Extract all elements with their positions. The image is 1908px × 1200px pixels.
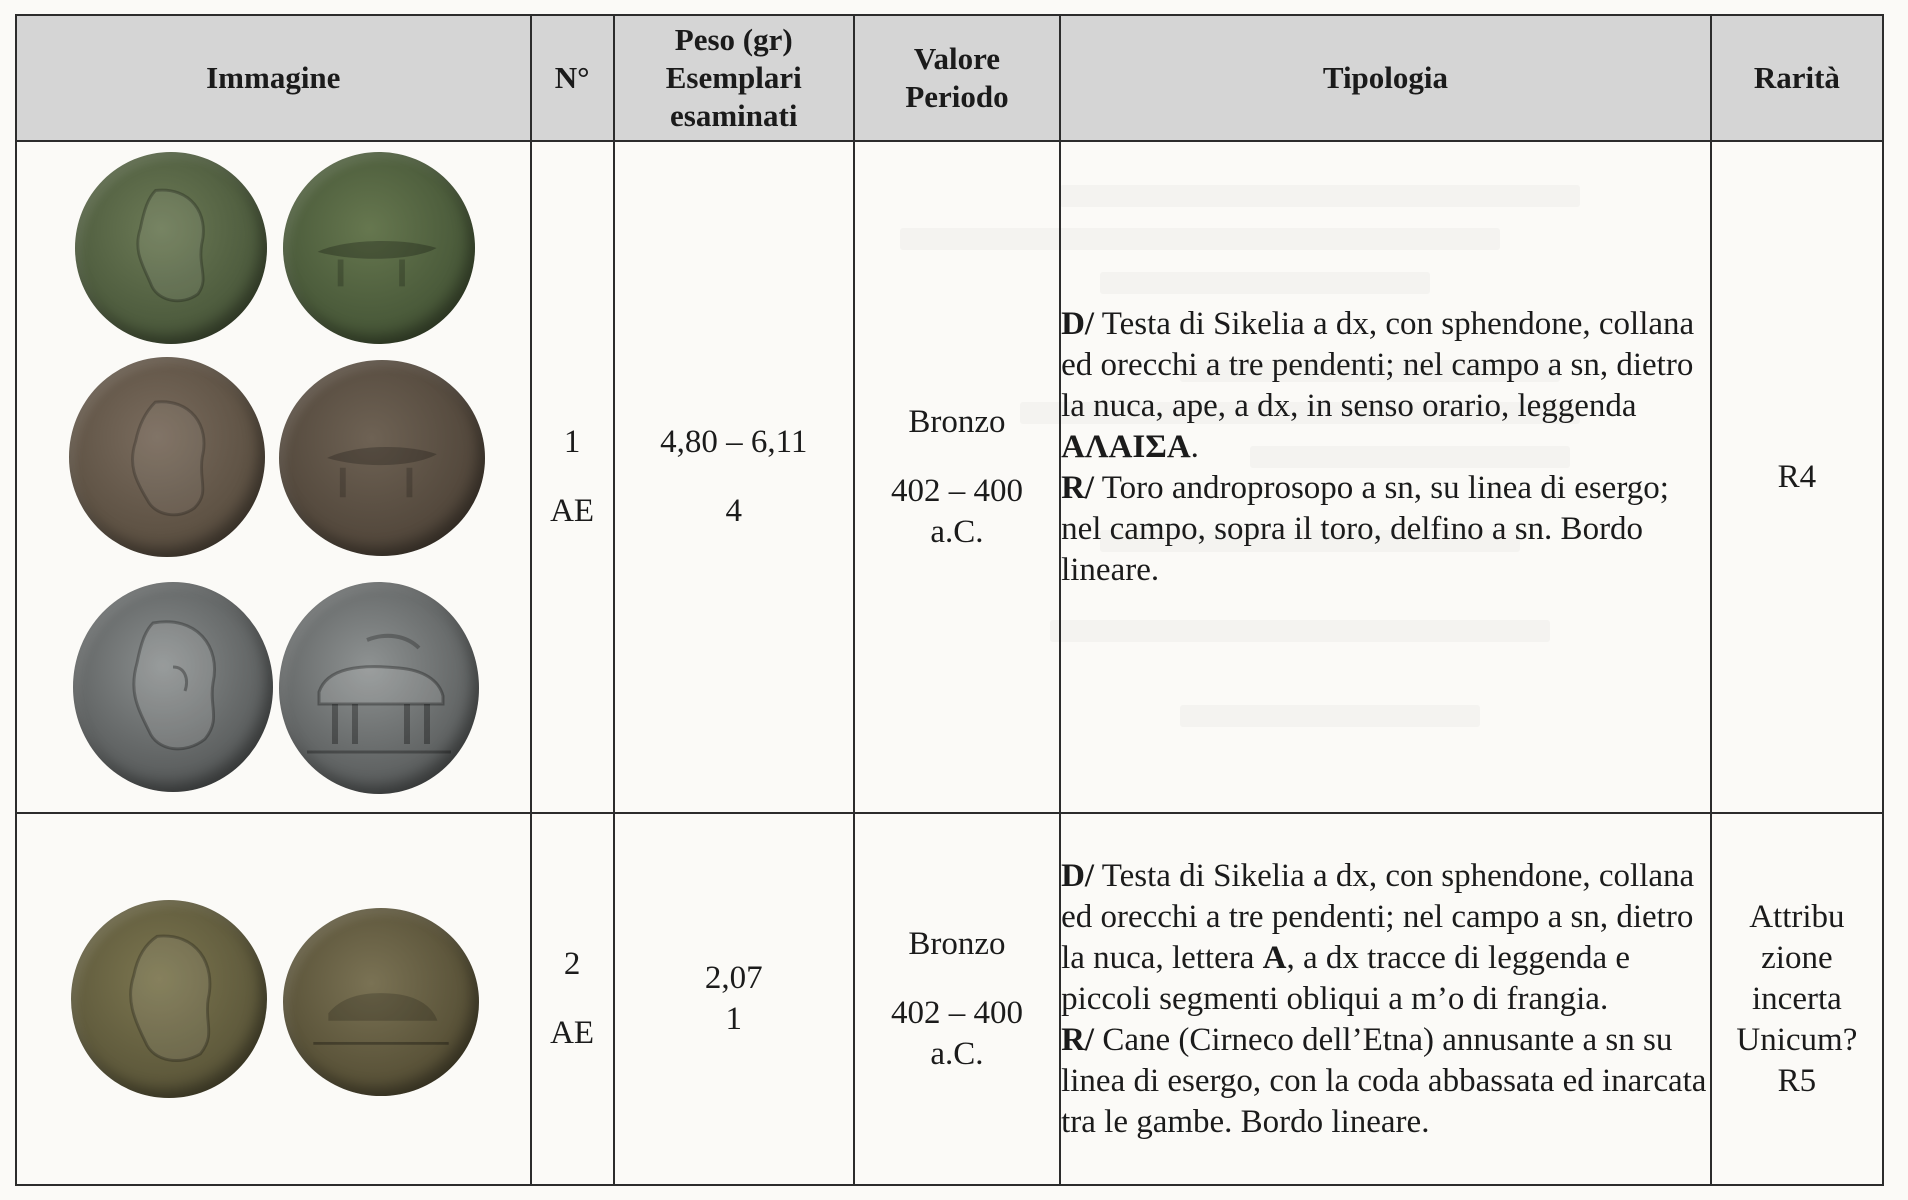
coin-reverse-image <box>279 582 479 794</box>
header-row <box>16 15 1883 141</box>
typology-cell <box>1060 813 1711 1185</box>
reverse-text: Toro androprosopo a sn, su linea di esergo; nel campo, sopra il toro, delfino a sn. Bordo lineare. <box>1061 469 1669 588</box>
obverse-legend: ΑΛΑΙΣΑ <box>1061 428 1191 465</box>
specimens-count: 4 <box>725 493 742 529</box>
header-weight-line-2: Esemplari <box>665 60 802 95</box>
coin-reverse-image <box>283 908 479 1096</box>
specimens-count: 1 <box>725 1001 742 1037</box>
obverse-text: Testa di Sikelia a dx, con sphendone, collana ed orecchi a tre pendenti; nel campo a sn, dietro la nuca, ape, a dx, in senso orario, leggenda <box>1061 305 1695 424</box>
header-typology-label: Tipologia <box>1322 60 1449 95</box>
weight-range: 4,80 – 6,11 <box>660 424 808 460</box>
coin-images <box>17 814 530 1184</box>
reverse-description <box>1061 468 1710 591</box>
obverse-description <box>1061 304 1710 468</box>
header-image <box>16 15 531 141</box>
weight-cell <box>614 141 854 813</box>
coin-obverse-image <box>75 152 267 344</box>
header-number-label: N° <box>554 60 590 95</box>
header-rarity <box>1711 15 1883 141</box>
number-cell <box>531 141 614 813</box>
rarity-line: zione <box>1761 939 1833 976</box>
header-value-line-2: Periodo <box>905 79 1009 114</box>
rarity-cell <box>1711 813 1883 1185</box>
header-number <box>531 15 614 141</box>
coin-value: Bronzo <box>908 403 1006 440</box>
obverse-prefix: D/ <box>1061 857 1095 894</box>
coin-value: Bronzo <box>908 925 1006 962</box>
reverse-description <box>1061 1020 1710 1143</box>
coin-images-cell <box>16 141 531 813</box>
header-weight <box>614 15 854 141</box>
rarity-line: R5 <box>1777 1062 1817 1099</box>
rarity-line: Unicum? <box>1736 1021 1858 1058</box>
weight-value: 2,07 <box>704 960 763 996</box>
obverse-prefix: D/ <box>1061 305 1095 342</box>
header-value <box>854 15 1060 141</box>
header-weight-line-3: esaminati <box>670 98 798 133</box>
reverse-text: Cane (Cirneco dell’Etna) annusante a sn su linea di esergo, con la coda abbassata ed inarcata tra le gambe. Bordo lineare. <box>1061 1021 1707 1140</box>
period-dates: 402 – 400 <box>890 472 1023 509</box>
obverse-text-end: , a dx tracce di leggenda e piccoli segmenti obliqui a m’o di frangia. <box>1061 939 1631 1017</box>
table-row <box>16 813 1883 1185</box>
header-typology <box>1060 15 1711 141</box>
item-number: 2 <box>563 946 581 982</box>
metal-code: AE <box>550 493 595 529</box>
coin-images <box>17 142 530 812</box>
header-image-label: Immagine <box>206 60 341 95</box>
obverse-text-end: . <box>1190 428 1199 465</box>
rarity-value: R4 <box>1777 458 1817 495</box>
rarity-line: Attribu <box>1749 898 1845 935</box>
period-era: a.C. <box>930 513 984 550</box>
period-era: a.C. <box>930 1035 984 1072</box>
item-number: 1 <box>563 424 581 460</box>
header-value-line-1: Valore <box>913 41 1001 76</box>
coin-reverse-image <box>283 152 475 344</box>
coin-catalog-table <box>15 14 1884 1186</box>
coin-obverse-image <box>69 357 265 557</box>
obverse-text: Testa di Sikelia a dx, con sphendone, collana ed orecchi a tre pendenti; nel campo a sn, dietro la nuca, lettera <box>1061 857 1695 976</box>
coin-obverse-image <box>71 900 267 1098</box>
table-row <box>16 141 1883 813</box>
header-weight-line-1: Peso (gr) <box>674 22 793 57</box>
coin-images-cell <box>16 813 531 1185</box>
rarity-line: incerta <box>1752 980 1842 1017</box>
metal-code: AE <box>550 1015 595 1051</box>
rarity-cell <box>1711 141 1883 813</box>
header-rarity-label: Rarità <box>1753 60 1840 95</box>
coin-reverse-image <box>279 360 485 556</box>
reverse-prefix: R/ <box>1061 1021 1095 1058</box>
coin-obverse-image <box>73 582 273 792</box>
number-cell <box>531 813 614 1185</box>
value-period-cell <box>854 141 1060 813</box>
value-period-cell <box>854 813 1060 1185</box>
obverse-description <box>1061 856 1710 1020</box>
period-dates: 402 – 400 <box>890 994 1023 1031</box>
reverse-prefix: R/ <box>1061 469 1095 506</box>
typology-cell <box>1060 141 1711 813</box>
weight-cell <box>614 813 854 1185</box>
obverse-legend: A <box>1262 939 1287 976</box>
